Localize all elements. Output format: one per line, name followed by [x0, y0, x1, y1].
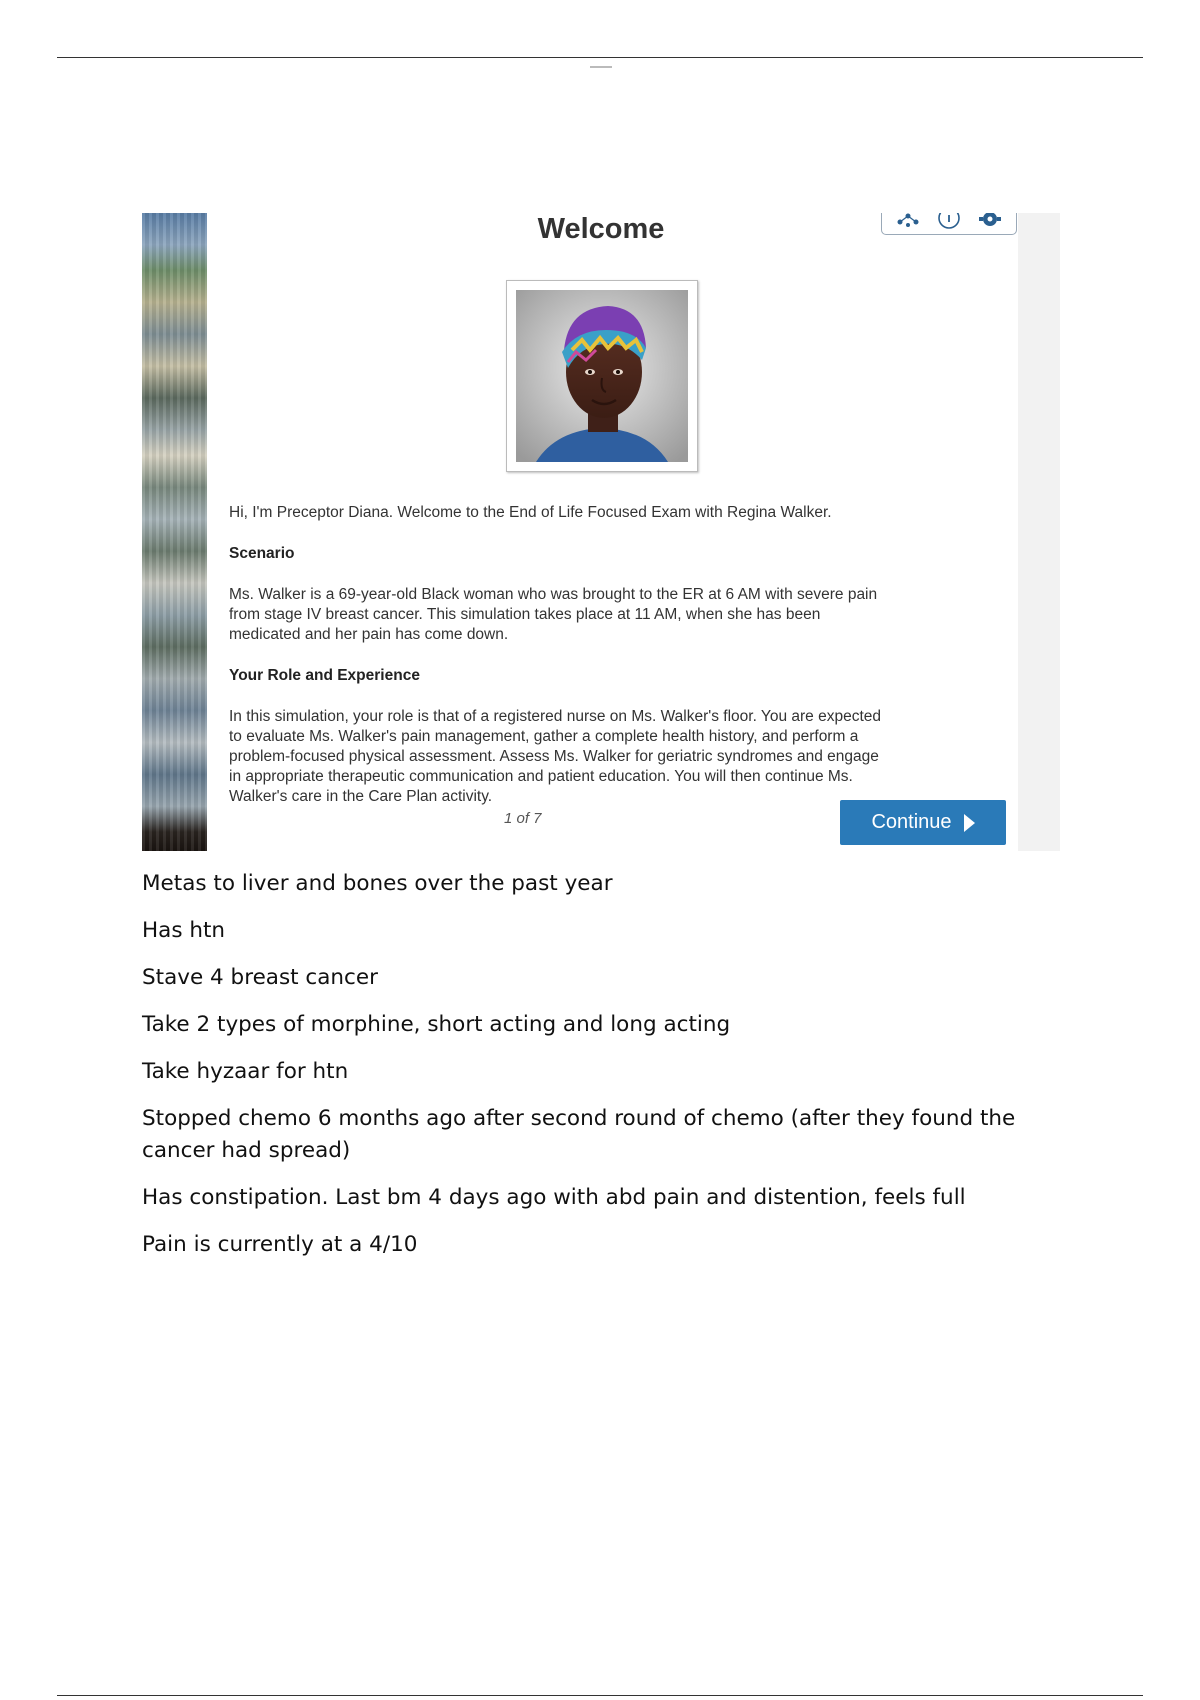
role-line: In this simulation, your role is that of a registered nurse on Ms. Walker's floor. You are expected — [229, 708, 881, 725]
role-line: to evaluate Ms. Walker's pain management, gather a complete health history, and perform a — [229, 728, 859, 745]
note-item: Stave 4 breast cancer — [142, 965, 378, 990]
note-item: Take 2 types of morphine, short acting and long acting — [142, 1012, 731, 1037]
intro-text: Hi, I'm Preceptor Diana. Welcome to the End of Life Focused Exam with Regina Walker. — [229, 504, 832, 521]
role-text — [229, 707, 989, 807]
note-item: Pain is currently at a 4/10 — [142, 1232, 418, 1257]
welcome-title: Welcome — [537, 213, 665, 245]
page-indicator: 1 of 7 — [504, 810, 542, 827]
notes-list — [142, 868, 1062, 1276]
play-arrow-icon — [964, 814, 975, 832]
decorative-image-strip — [142, 213, 207, 851]
role-line: in appropriate therapeutic communication and patient education. You will then continue Ms. — [229, 768, 853, 785]
role-heading: Your Role and Experience — [229, 667, 420, 684]
note-item: Stopped chemo 6 months ago after second round of chemo (after they found the cancer had spread) — [142, 1106, 1016, 1163]
continue-button[interactable] — [840, 800, 1006, 845]
role-line: problem-focused physical assessment. Assess Ms. Walker for geriatric syndromes and engage — [229, 748, 879, 765]
continue-label: Continue — [871, 811, 952, 833]
role-line: Walker's care in the Care Plan activity. — [229, 788, 493, 805]
scenario-line: from stage IV breast cancer. This simulation takes place at 11 AM, when she has been — [229, 606, 821, 623]
note-item: Take hyzaar for htn — [142, 1059, 349, 1084]
preceptor-avatar-icon — [516, 290, 688, 462]
simulation-screenshot — [142, 213, 1060, 851]
note-item: Has constipation. Last bm 4 days ago with abd pain and distention, feels full — [142, 1185, 966, 1210]
scenario-line: medicated and her pain has come down. — [229, 626, 509, 643]
note-item: Metas to liver and bones over the past year — [142, 871, 613, 896]
note-item: Has htn — [142, 918, 226, 943]
top-rule — [57, 57, 1143, 58]
scenario-heading: Scenario — [229, 545, 295, 562]
scenario-line: Ms. Walker is a 69-year-old Black woman who was brought to the ER at 6 AM with severe pain — [229, 586, 878, 603]
avatar-frame — [506, 280, 698, 472]
scrollbar-track[interactable] — [1018, 213, 1060, 851]
bottom-rule — [57, 1695, 1143, 1696]
header-mark — [590, 66, 612, 68]
scenario-text — [229, 585, 989, 645]
